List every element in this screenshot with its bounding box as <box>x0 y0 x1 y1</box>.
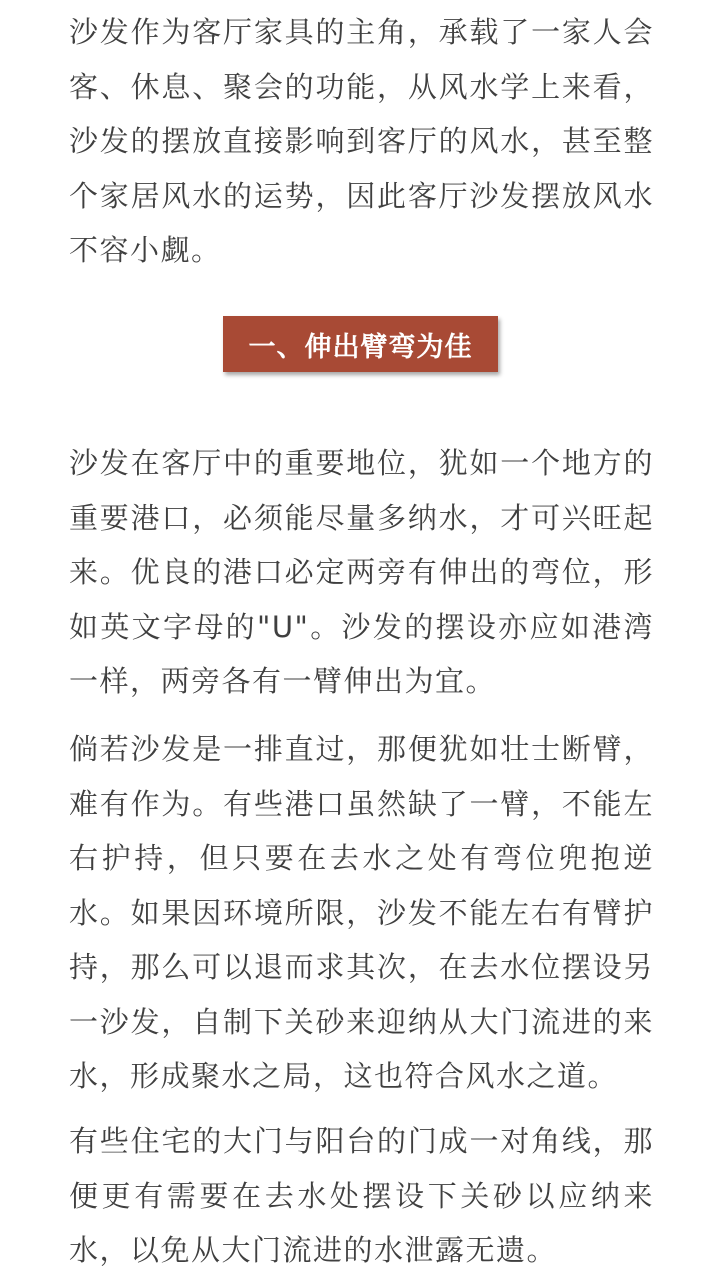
body-paragraph: 沙发在客厅中的重要地位，犹如一个地方的重要港口，必须能尽量多纳水，才可兴旺起来。优良的港口必定两旁有伸出的弯位，形如英文字母的"U"。沙发的摆设亦应如港湾一样，两旁各有一臂伸出为宜。 <box>69 446 654 698</box>
section-heading: 一、伸出臂弯为佳 <box>248 331 473 363</box>
body-paragraph: 倘若沙发是一排直过，那便犹如壮士断臂，难有作为。有些港口虽然缺了一臂，不能左右护持，但只要在去水之处有弯位兜抱逆水。如果因环境所限，沙发不能左右有臂护持，那么可以退而求其次，在去水位摆设另一沙发，自制下关砂来迎纳从大门流进的来水，形成聚水之局，这也符合风水之道。 <box>69 732 654 1093</box>
body-paragraph: 有些住宅的大门与阳台的门成一对角线，那便更有需要在去水处摆设下关砂以应纳来水，以免从大门流进的水泄露无遗。 <box>69 1124 654 1267</box>
intro-paragraph: 沙发作为客厅家具的主角，承载了一家人会客、休息、聚会的功能，从风水学上来看，沙发的摆放直接影响到客厅的风水，甚至整个家居风水的运势，因此客厅沙发摆放风水不容小觑。 <box>69 15 654 267</box>
section-heading-banner <box>223 316 498 372</box>
